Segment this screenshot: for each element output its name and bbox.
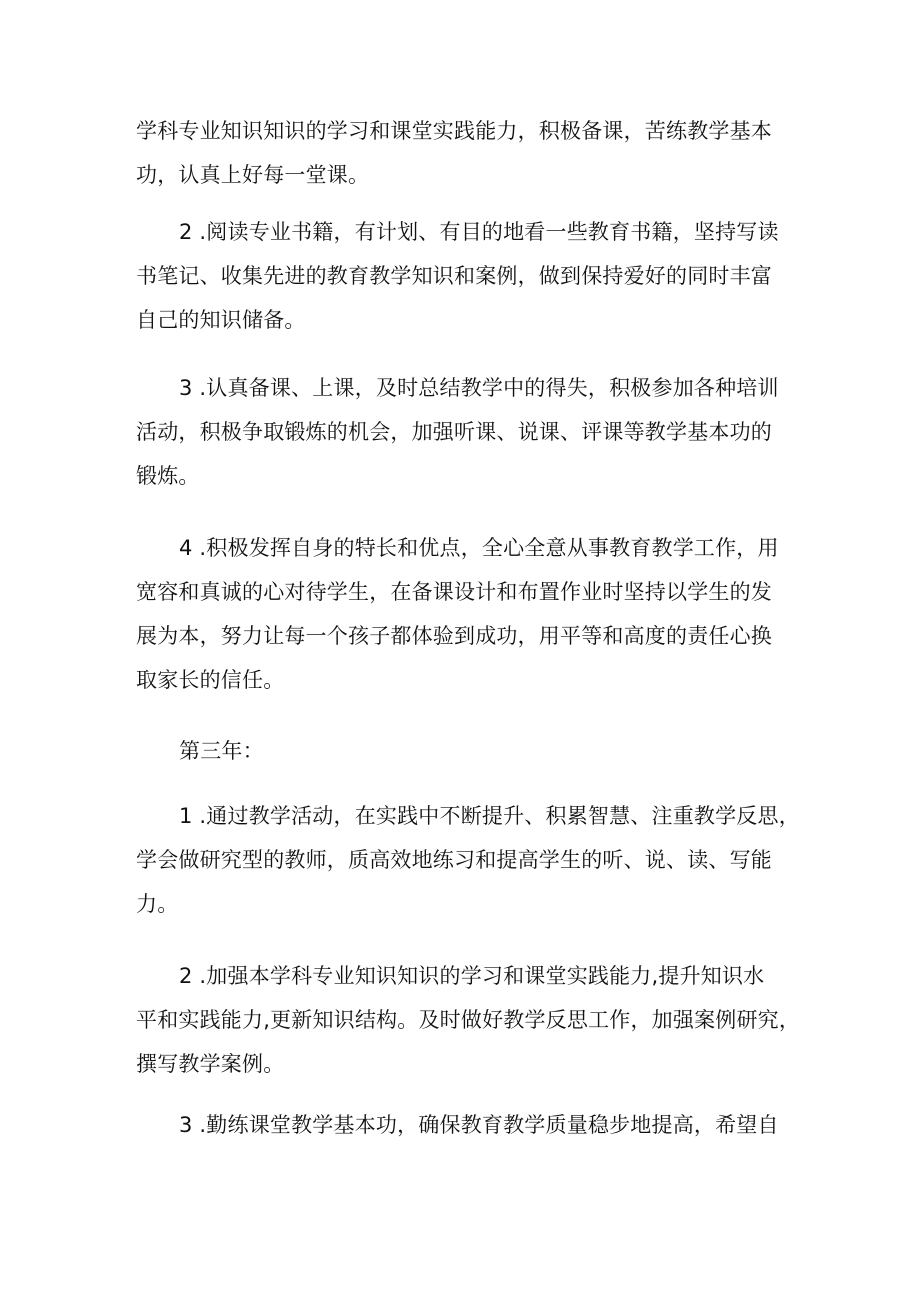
text-line: 平和实践能力,更新知识结构。及时做好教学反思工作，加强案例研究， — [136, 1008, 801, 1032]
text-line: 宽容和真诚的心对待学生，在备课设计和布置作业时坚持以学生的发 — [136, 580, 772, 604]
text-line: 书笔记、收集先进的教育教学知识和案例，做到保持爱好的同时丰富 — [136, 264, 772, 288]
section-heading-third-year — [136, 729, 796, 773]
text-line: 展为本，努力让每一个孩子都体验到成功，用平等和高度的责任心换 — [136, 624, 772, 648]
text-line: 2 .阅读专业书籍，有计划、有目的地看一些教育书籍，坚持写读 — [179, 220, 779, 244]
paragraph-item-2 — [136, 210, 796, 342]
text-line: 撰写教学案例。 — [136, 1052, 285, 1076]
paragraph-item-4 — [136, 526, 796, 702]
text-line: 1 .通过教学活动，在实践中不断提升、积累智慧、注重教学反思， — [179, 804, 800, 828]
paragraph-item-3 — [136, 366, 796, 498]
text-line: 4 .积极发挥自身的特长和优点，全心全意从事教育教学工作，用 — [179, 536, 779, 560]
text-line: 3 .勤练课堂教学基本功，确保教育教学质量稳步地提高，希望自 — [179, 1113, 779, 1137]
text-line: 2 .加强本学科专业知识知识的学习和课堂实践能力,提升知识水 — [179, 964, 765, 988]
text-line: 自己的知识储备。 — [136, 308, 306, 332]
text-line: 学会做研究型的教师，质高效地练习和提高学生的听、说、读、写能 — [136, 848, 772, 872]
text-line: 3 .认真备课、上课，及时总结教学中的得失，积极参加各种培训 — [179, 376, 779, 400]
text-line: 取家长的信任。 — [136, 668, 285, 692]
paragraph-third-year-item-1 — [136, 794, 800, 926]
paragraph-continuation — [136, 109, 796, 197]
text-line: 学科专业知识知识的学习和课堂实践能力，积极备课，苦练教学基本 — [136, 119, 772, 143]
text-line: 力。 — [136, 892, 179, 916]
text-line: 功，认真上好每一堂课。 — [136, 163, 370, 187]
paragraph-third-year-item-2 — [136, 954, 801, 1086]
text-line: 第三年： — [179, 739, 264, 763]
text-line: 活动，积极争取锻炼的机会，加强听课、说课、评课等教学基本功的 — [136, 420, 772, 444]
paragraph-third-year-item-3 — [136, 1103, 796, 1147]
text-line: 锻炼。 — [136, 464, 200, 488]
